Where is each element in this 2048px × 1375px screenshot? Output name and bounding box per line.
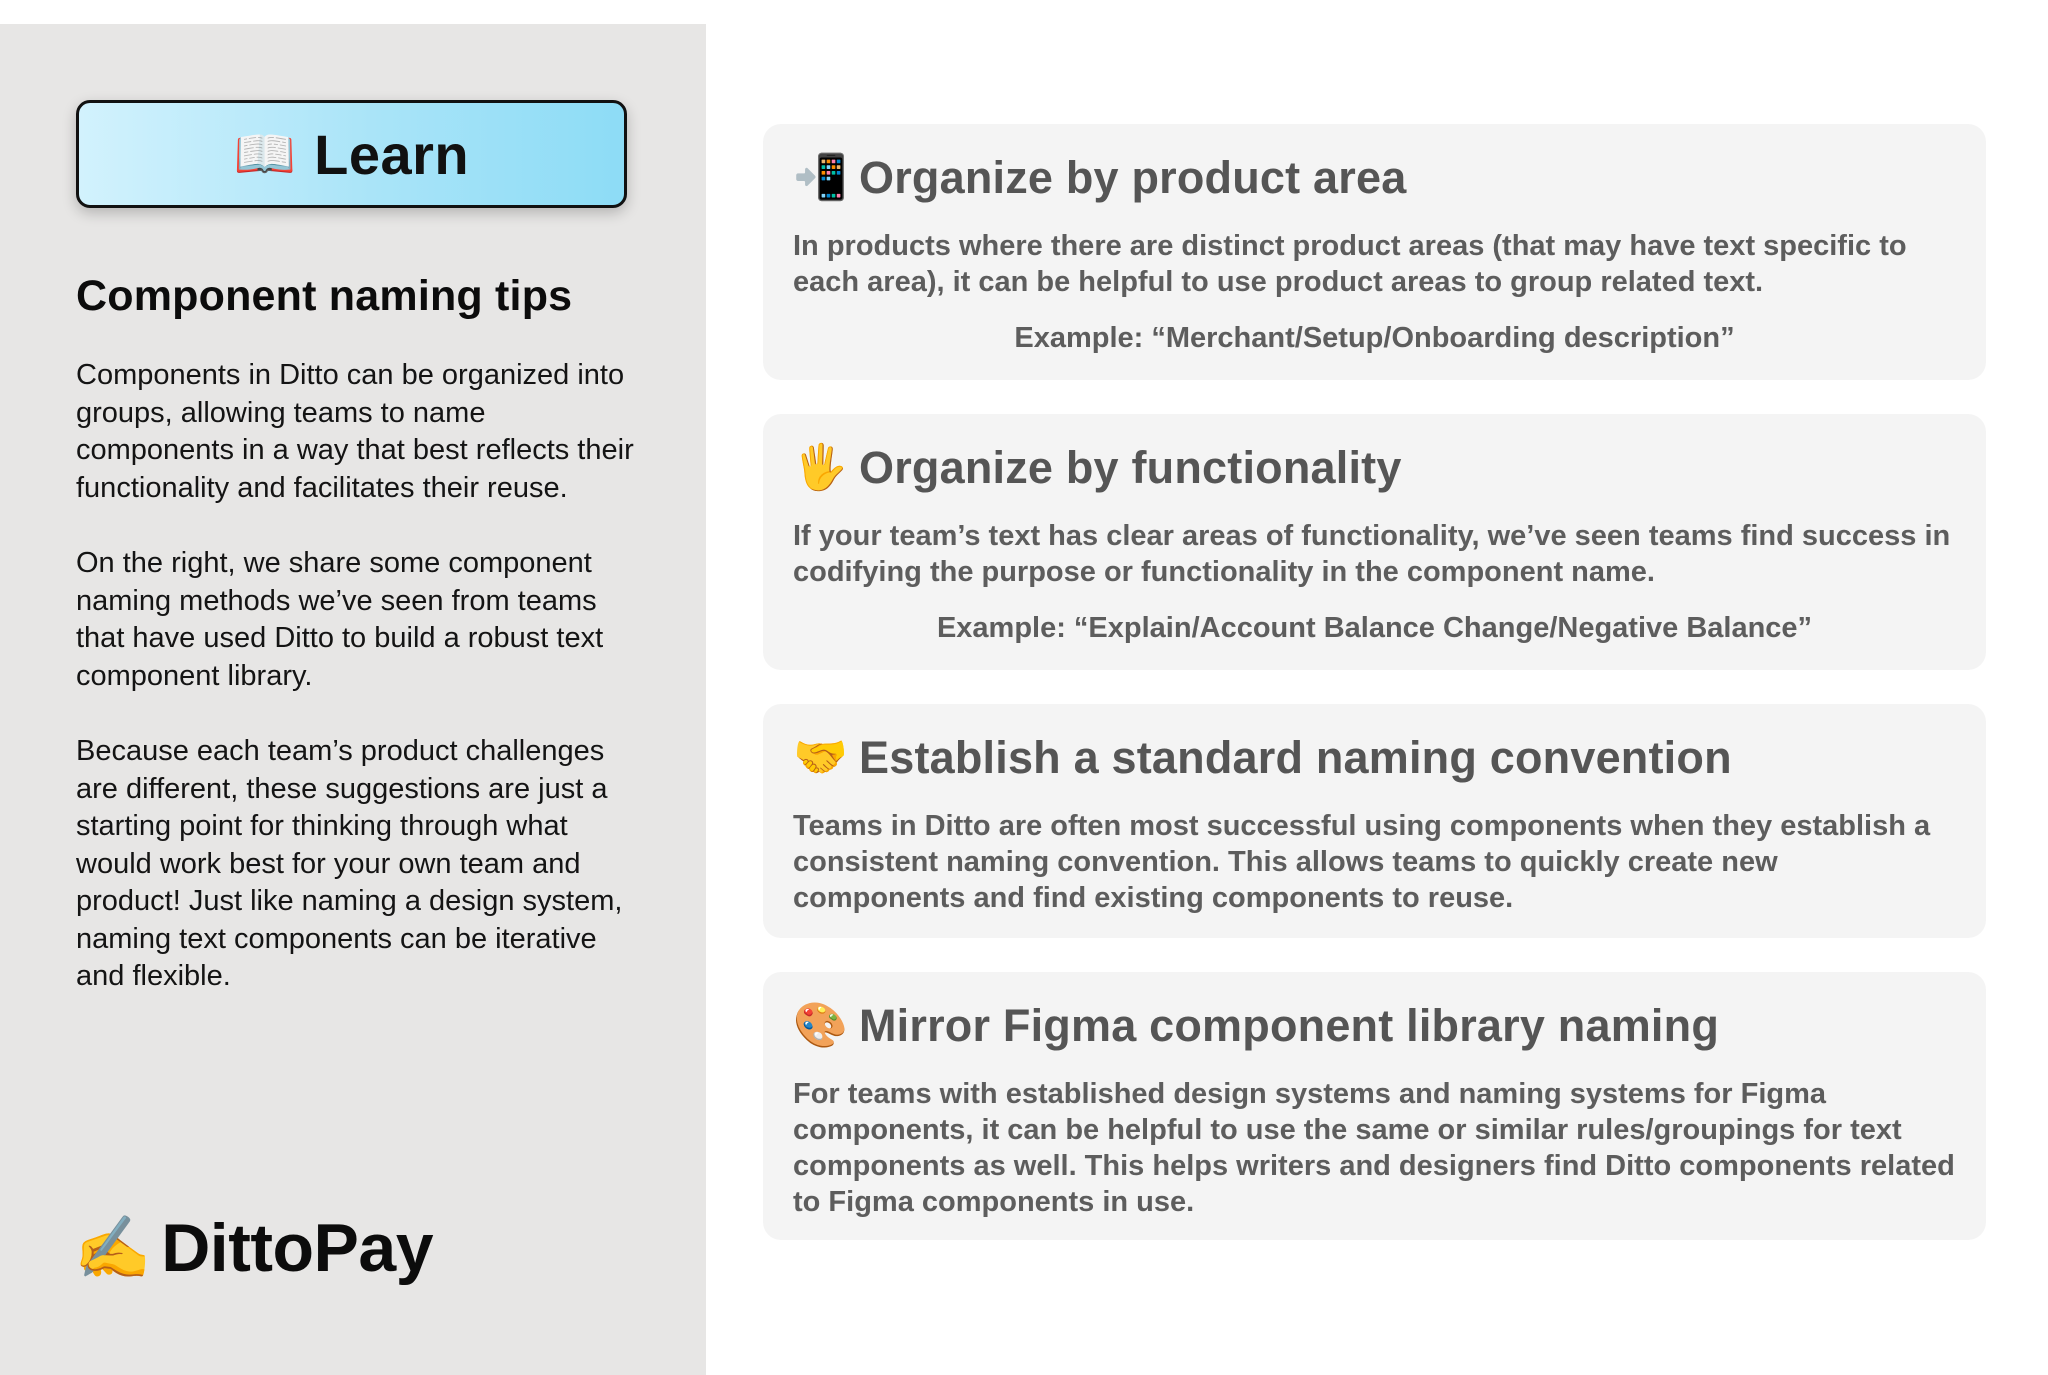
card-body: For teams with established design systems and naming systems for Figma components, it can be helpful to use the same or similar rules/groupings for text components as well. This helps writers and designers find Ditto components related to Figma components in use.: [793, 1078, 1955, 1218]
card-header: [793, 436, 1956, 500]
card-naming-convention: [763, 704, 1986, 938]
card-title: Mirror Figma component library naming: [859, 1000, 1720, 1051]
card-header: [793, 146, 1956, 210]
card-title: Establish a standard naming convention: [859, 732, 1732, 783]
palette-icon: 🎨: [793, 1000, 848, 1051]
card-header: [793, 726, 1956, 790]
card-example: Example: “Explain/Account Balance Change/Negative Balance”: [936, 612, 1813, 644]
learn-button[interactable]: [76, 100, 627, 208]
card-title: Organize by product area: [859, 152, 1407, 203]
card-example: Example: “Merchant/Setup/Onboarding description”: [1014, 322, 1735, 354]
sidebar-title: Component naming tips: [76, 272, 573, 320]
mobile-arrow-icon: 📲: [793, 152, 848, 203]
methods-paragraph: On the right, we share some component naming methods we’ve seen from teams that have used Ditto to build a robust text component library.: [76, 547, 604, 692]
brand-name: DittoPay: [161, 1210, 434, 1286]
card-product-area: [763, 124, 1986, 380]
card-functionality: [763, 414, 1986, 670]
raised-hand-icon: 🖐️: [793, 442, 848, 493]
card-body: Teams in Ditto are often most successful using components when they establish a consistent naming convention. This allows teams to quickly create new components and find existing components to reuse.: [793, 810, 1931, 914]
card-body: In products where there are distinct product areas (that may have text specific to each area), it can be helpful to use product areas to group related text.: [793, 230, 1907, 298]
card-title: Organize by functionality: [859, 442, 1402, 493]
brand-logo: [74, 1209, 433, 1287]
writing-hand-icon: ✍️: [74, 1211, 152, 1284]
open-book-icon: 📖: [233, 125, 297, 183]
intro-paragraph: Components in Ditto can be organized into groups, allowing teams to name components in a way that best reflects their functionality and facilitates their reuse.: [76, 359, 634, 504]
suggestions-paragraph: Because each team’s product challenges are different, these suggestions are just a starting point for thinking through what would work best for your own team and product! Just like naming a design system, naming text components can be iterative and flexible.: [76, 735, 623, 992]
handshake-icon: 🤝: [793, 732, 848, 783]
card-header: [793, 994, 1956, 1058]
card-figma-naming: [763, 972, 1986, 1240]
sidebar: [0, 24, 706, 1375]
learn-button-label: Learn: [314, 122, 470, 186]
card-body: If your team’s text has clear areas of functionality, we’ve seen teams find success in codifying the purpose or functionality in the component name.: [793, 520, 1951, 588]
